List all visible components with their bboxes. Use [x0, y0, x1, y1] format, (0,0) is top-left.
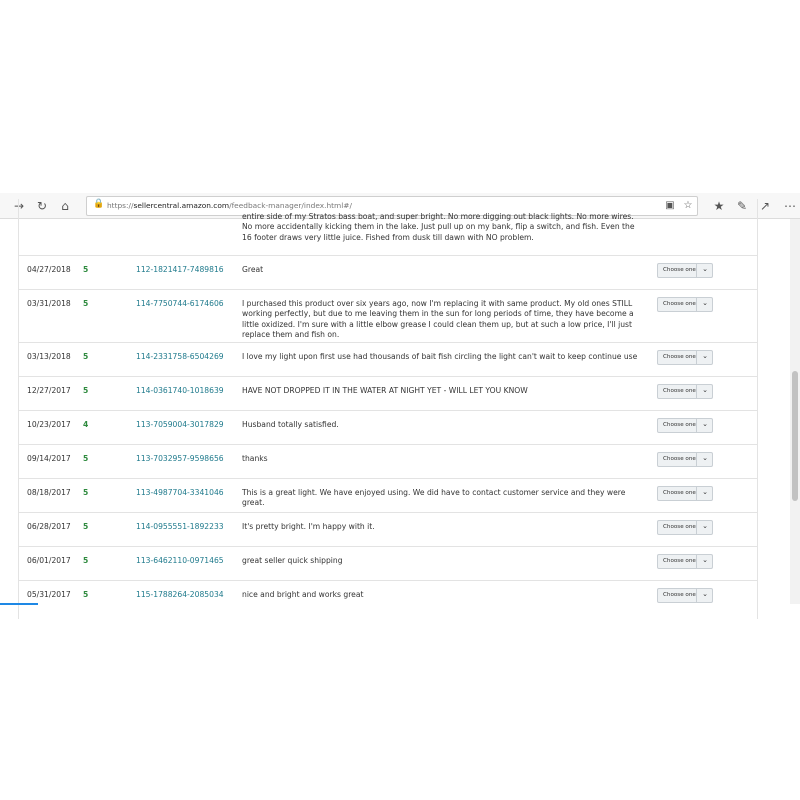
table-row — [19, 513, 757, 547]
comment-text: Great — [242, 265, 264, 274]
lock-icon: 🔒 — [93, 199, 105, 209]
share-icon[interactable]: ↗ — [759, 199, 771, 213]
chevron-down-icon: ⌄ — [702, 590, 708, 598]
star-icon[interactable]: ☆ — [683, 200, 693, 211]
table-row-partial — [19, 199, 757, 256]
dropdown-label: Choose one — [663, 592, 696, 598]
dropdown-label: Choose one — [663, 267, 696, 273]
dropdown-label: Choose one — [663, 558, 696, 564]
feedback-date: 06/01/2017 — [27, 556, 71, 565]
comment-text: great seller quick shipping — [242, 556, 343, 565]
favorites-icon[interactable]: ★ — [713, 199, 725, 213]
order-id-link[interactable]: 113-6462110-0971465 — [136, 556, 224, 565]
comment-text: entire side of my Stratos bass boat, and super bright. No more digging out black lights. No more wires. No more accidentally kicking them in the lake. Just pull up on my bank, flip a switch, and fish. Even the 16 footer draws very little juice. Fished from dusk till dawn with NO problem. — [242, 212, 635, 242]
page-viewport — [0, 212, 800, 604]
chevron-down-icon: ⌄ — [702, 556, 708, 564]
home-icon[interactable]: ⌂ — [61, 199, 69, 213]
comment-text: nice and bright and works great — [242, 590, 364, 599]
table-row — [19, 290, 757, 343]
dropdown-label: Choose one — [663, 456, 696, 462]
choose-one-dropdown[interactable] — [657, 384, 713, 399]
table-row — [19, 445, 757, 479]
refresh-icon[interactable]: ↻ — [36, 199, 48, 213]
url-text: https://sellercentral.amazon.com/feedback-manager/index.html#/ — [107, 201, 352, 210]
feedback-rating: 5 — [83, 522, 89, 531]
table-row — [19, 343, 757, 377]
feedback-date: 09/14/2017 — [27, 454, 71, 463]
table-row — [19, 256, 757, 290]
feedback-date: 08/18/2017 — [27, 488, 71, 497]
choose-one-dropdown[interactable] — [657, 520, 713, 535]
feedback-rating: 5 — [83, 556, 89, 565]
order-id-link[interactable]: 114-7750744-6174606 — [136, 299, 224, 308]
choose-one-dropdown[interactable] — [657, 554, 713, 569]
arrow-left-icon[interactable]: → — [13, 199, 25, 213]
dropdown-label: Choose one — [663, 422, 696, 428]
chevron-down-icon: ⌄ — [702, 265, 708, 273]
dropdown-label: Choose one — [663, 354, 696, 360]
choose-one-dropdown[interactable] — [657, 588, 713, 603]
chevron-down-icon: ⌄ — [702, 454, 708, 462]
chevron-down-icon: ⌄ — [702, 352, 708, 360]
order-id-link[interactable]: 113-7032957-9598656 — [136, 454, 224, 463]
feedback-rating: 5 — [83, 265, 89, 274]
comment-text: It's pretty bright. I'm happy with it. — [242, 522, 375, 531]
comment-text: I purchased this product over six years ago, now I'm replacing it with same product. My old ones STILL working perfectly, but due to me leaving them in the sun for long periods of time, they have become a little oxidized. I'm sure with a little elbow grease I could clean them up, but at such a low price, I'll just replace them and fish on. — [242, 299, 634, 340]
feedback-rating: 5 — [83, 386, 89, 395]
more-icon[interactable]: ⋯ — [784, 199, 796, 213]
table-row — [19, 581, 757, 615]
table-row — [19, 479, 757, 513]
table-row — [19, 377, 757, 411]
feedback-date: 05/31/2017 — [27, 590, 71, 599]
page-scrollbar[interactable] — [790, 219, 800, 604]
dropdown-label: Choose one — [663, 490, 696, 496]
pen-icon[interactable]: ✎ — [736, 199, 748, 213]
dropdown-label: Choose one — [663, 301, 696, 307]
feedback-rating: 5 — [83, 299, 89, 308]
table-row — [19, 411, 757, 445]
feedback-rating: 5 — [83, 590, 89, 599]
feedback-date: 12/27/2017 — [27, 386, 71, 395]
comment-text: thanks — [242, 454, 268, 463]
order-id-link[interactable]: 114-0361740-1018639 — [136, 386, 224, 395]
chevron-down-icon: ⌄ — [702, 488, 708, 496]
comment-text: HAVE NOT DROPPED IT IN THE WATER AT NIGHT YET - WILL LET YOU KNOW — [242, 386, 528, 395]
order-id-link[interactable]: 113-4987704-3341046 — [136, 488, 224, 497]
order-id-link[interactable]: 115-1788264-2085034 — [136, 590, 224, 599]
feedback-rating: 5 — [83, 352, 89, 361]
order-id-link[interactable]: 114-0955551-1892233 — [136, 522, 224, 531]
comment-text: Husband totally satisfied. — [242, 420, 339, 429]
comment-text: I love my light upon first use had thousands of bait fish circling the light can't wait to keep continue use — [242, 352, 638, 361]
feedback-date: 04/27/2018 — [27, 265, 71, 274]
chevron-down-icon: ⌄ — [702, 386, 708, 394]
reading-view-icon[interactable]: ▣ — [665, 200, 675, 211]
choose-one-dropdown[interactable] — [657, 297, 713, 312]
order-id-link[interactable]: 113-7059004-3017829 — [136, 420, 224, 429]
choose-one-dropdown[interactable] — [657, 418, 713, 433]
chevron-down-icon: ⌄ — [702, 522, 708, 530]
loading-indicator — [0, 603, 38, 605]
feedback-rating: 4 — [83, 420, 89, 429]
order-id-link[interactable]: 112-1821417-7489816 — [136, 265, 224, 274]
table-row — [19, 547, 757, 581]
dropdown-label: Choose one — [663, 388, 696, 394]
feedback-date: 10/23/2017 — [27, 420, 71, 429]
chevron-down-icon: ⌄ — [702, 299, 708, 307]
choose-one-dropdown[interactable] — [657, 452, 713, 467]
scrollbar-thumb[interactable] — [792, 371, 798, 501]
dropdown-label: Choose one — [663, 524, 696, 530]
choose-one-dropdown[interactable] — [657, 350, 713, 365]
comment-text: This is a great light. We have enjoyed using. We did have to contact customer service and they were great. — [242, 488, 626, 508]
chevron-down-icon: ⌄ — [702, 420, 708, 428]
choose-one-dropdown[interactable] — [657, 263, 713, 278]
feedback-rating: 5 — [83, 488, 89, 497]
feedback-date: 03/13/2018 — [27, 352, 71, 361]
order-id-link[interactable]: 114-2331758-6504269 — [136, 352, 224, 361]
feedback-table — [18, 199, 758, 619]
feedback-rating: 5 — [83, 454, 89, 463]
feedback-date: 06/28/2017 — [27, 522, 71, 531]
choose-one-dropdown[interactable] — [657, 486, 713, 501]
feedback-date: 03/31/2018 — [27, 299, 71, 308]
